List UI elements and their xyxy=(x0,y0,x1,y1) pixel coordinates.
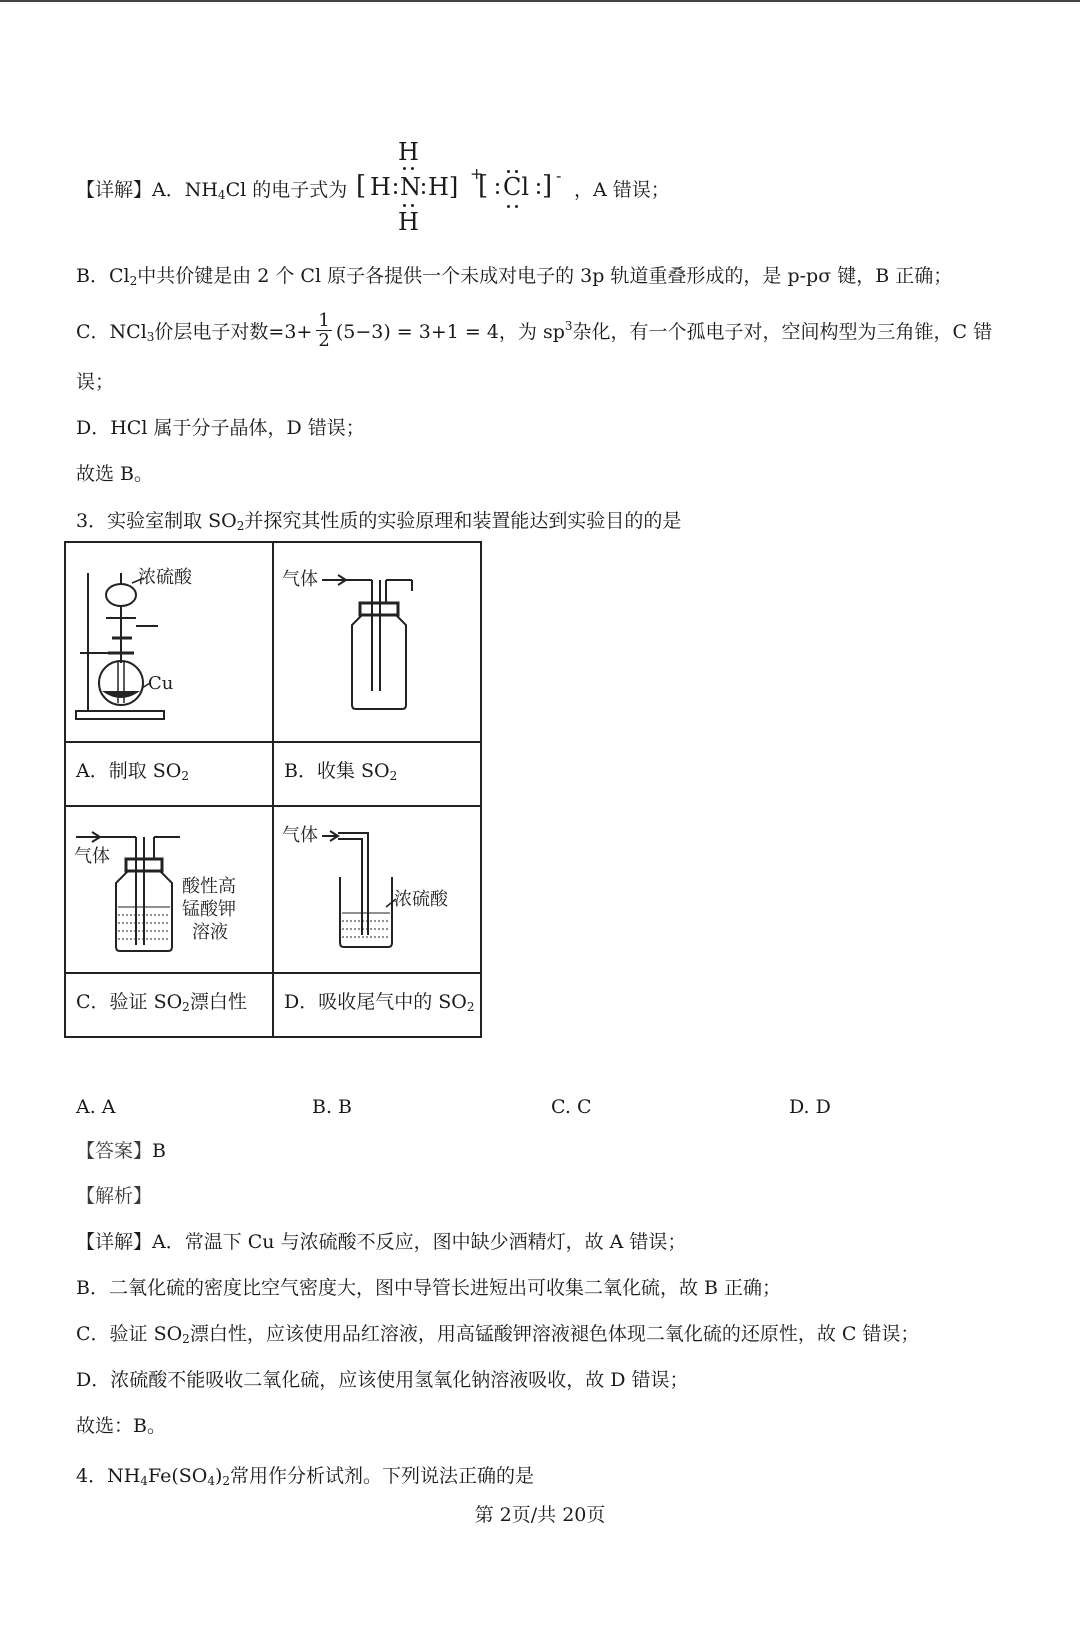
label-gas-d: 气体 xyxy=(282,825,318,846)
figure-c-cell xyxy=(65,806,273,973)
label-cu: Cu xyxy=(148,673,174,694)
q3-detail-d: D．浓硫酸不能吸收二氧化硫，应该使用氢氧化钠溶液吸收，故 D 错误； xyxy=(76,1369,689,1391)
page-footer: 第 2页/共 20页 xyxy=(474,1504,606,1526)
generator-apparatus-figure xyxy=(66,543,262,741)
detail-line-c: C．NCl$_3$价层电子对数=3+ $\frac{1}{2}$ (5−3) = 3+1 = 4，为 $sp^3$杂化，有一个孤电子对，空间构型为三角锥，C 错 xyxy=(76,309,993,351)
label-gas-b: 气体 xyxy=(282,569,318,590)
figure-d-cell xyxy=(273,806,481,973)
detail-line-c-cont: 误； xyxy=(76,371,115,393)
q3-detail-b: B．二氧化硫的密度比空气密度大，图中导管长进短出可收集二氧化硫，故 B 正确； xyxy=(76,1277,782,1299)
exam-page: 【详解】A．$NH_4Cl$ 的电子式为 [ H N H H H] + [ Cl ] - ，A 错误； B．$Cl_2$中共价键是由 2 个 Cl 原子各提供一个未成对电子的 3p 轨道重叠形成的，是 p-pσ 键，B 正确； C．NCl$_3$价层电子对数=3+ $\frac{1}{2}$ (5−3) = 3+1 = 4，为 $sp^3$杂化，有一个孤电子对，空间构型为三角锥，C 错 误； D．HCl 属于分子晶体，D 错误； 故选 B。 3．实验室制取 $SO_2$并探究其性质的实验原理和装置能达到实验目的的是 浓硫酸 Cu 气体 A．制取 $SO_2$ B．收集 $SO_2$ 气体 酸性高 锰酸钾 溶液 气体 浓硫酸 C．验证 $SO_2$漂白性 D．吸收尾气中的 $SO_2$ A. A B. B C. C D. D 【答案】B 【解析】 【详解】A．常温下 Cu 与浓硫酸不反应，图中缺少酒精灯，故 A 错误； B．二氧化硫的密度比空气密度大，图中导管长进短出可收集二氧化硫，故 B 正确； C．验证 $SO_2$漂白性，应该使用品红溶液，用高锰酸钾溶液褪色体现二氧化硫的还原性，故 C 错误； D．浓硫酸不能吸收二氧化硫，应该使用氢氧化钠溶液吸收，故 D 错误； 故选：B。 4．$NH_4Fe(SO_4)_2$常用作分析试剂。下列说法正确的是 第 2页/共 20页 xyxy=(0,0,1080,1644)
label-gas-c: 气体 xyxy=(74,846,110,867)
collection-bottle-figure xyxy=(274,543,470,741)
fraction-one-half: $\frac{1}{2}$ xyxy=(318,309,330,351)
label-conc-acid-d: 浓硫酸 xyxy=(394,889,448,910)
detail-line-a: 【详解】A．$NH_4Cl$ 的电子式为 xyxy=(76,179,348,202)
figure-b-cell xyxy=(273,542,481,742)
detail-line-b: B．$Cl_2$中共价键是由 2 个 Cl 原子各提供一个未成对电子的 3p 轨道重叠形成的，是 p-pσ 键，B 正确； xyxy=(76,265,953,288)
caption-b: B．收集 $SO_2$ xyxy=(273,742,481,806)
figure-a-cell xyxy=(65,542,273,742)
prev-answer: 故选 B。 xyxy=(76,463,154,485)
label-kmno4-3: 溶液 xyxy=(192,922,228,943)
choice-c: C. C xyxy=(551,1096,592,1118)
choice-b: B. B xyxy=(312,1096,353,1118)
label-conc-acid: 浓硫酸 xyxy=(138,567,192,588)
choice-a: A. A xyxy=(76,1096,116,1118)
question3-stem: 3．实验室制取 $SO_2$并探究其性质的实验原理和装置能达到实验目的的是 xyxy=(76,510,682,533)
options-table xyxy=(64,541,482,1038)
caption-a: A．制取 $SO_2$ xyxy=(65,742,273,806)
q3-final: 故选：B。 xyxy=(76,1415,166,1437)
question4-stem: 4．$NH_4Fe(SO_4)_2$常用作分析试剂。下列说法正确的是 xyxy=(76,1465,535,1488)
kmno4-bottle-figure xyxy=(66,807,262,972)
caption-d: D．吸收尾气中的 $SO_2$ xyxy=(273,973,481,1037)
label-kmno4-2: 锰酸钾 xyxy=(182,899,236,920)
label-kmno4-1: 酸性高 xyxy=(182,876,236,897)
q3-detail-a: 【详解】A．常温下 Cu 与浓硫酸不反应，图中缺少酒精灯，故 A 错误； xyxy=(76,1231,687,1253)
top-border xyxy=(0,0,1080,2)
answer-line: 【答案】B xyxy=(76,1140,166,1162)
analysis-label: 【解析】 xyxy=(76,1185,153,1207)
detail-line-d: D．HCl 属于分子晶体，D 错误； xyxy=(76,417,365,439)
choice-d: D. D xyxy=(789,1096,831,1118)
detail-line-a-suffix: ，A 错误； xyxy=(574,179,670,201)
caption-c: C．验证 $SO_2$漂白性 xyxy=(65,973,273,1037)
q3-detail-c: C．验证 $SO_2$漂白性，应该使用品红溶液，用高锰酸钾溶液褪色体现二氧化硫的还原性，故 C 错误； xyxy=(76,1323,920,1346)
absorption-beaker-figure xyxy=(274,807,470,972)
